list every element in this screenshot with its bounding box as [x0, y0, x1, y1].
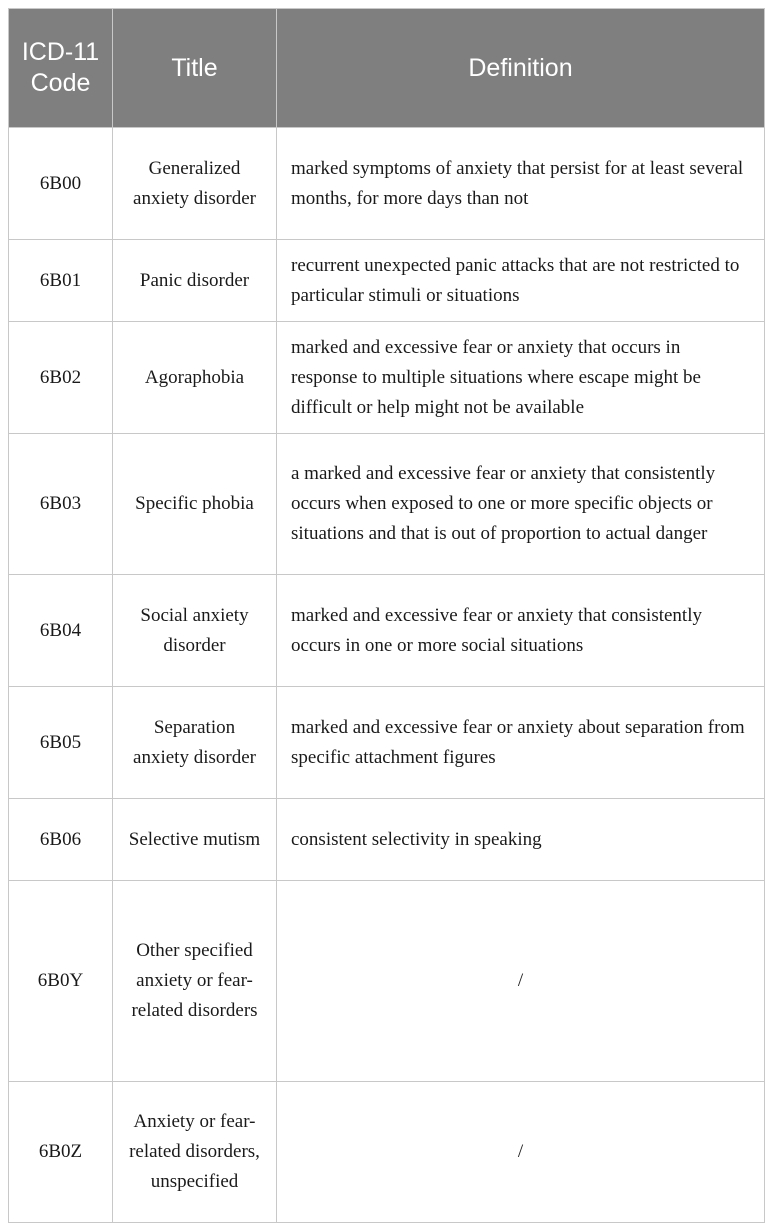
table-header-row	[9, 9, 765, 128]
title-cell: Selective mutism	[113, 799, 277, 881]
title-cell: Panic disorder	[113, 240, 277, 322]
title-cell: Other specified anxiety or fear-related disorders	[113, 881, 277, 1082]
code-cell: 6B06	[9, 799, 113, 881]
definition-cell: marked symptoms of anxiety that persist for at least several months, for more days than not	[277, 128, 765, 240]
table-row	[9, 881, 765, 1082]
title-cell: Separation anxiety disorder	[113, 687, 277, 799]
header-title: Title	[113, 9, 277, 128]
code-cell: 6B04	[9, 575, 113, 687]
code-cell: 6B03	[9, 434, 113, 575]
code-cell: 6B00	[9, 128, 113, 240]
table-row	[9, 240, 765, 322]
definition-cell: marked and excessive fear or anxiety that consistently occurs in one or more social situations	[277, 575, 765, 687]
icd-11-anxiety-table	[8, 8, 765, 1223]
definition-cell: /	[277, 881, 765, 1082]
table-row	[9, 687, 765, 799]
definition-cell: a marked and excessive fear or anxiety that consistently occurs when exposed to one or more specific objects or situations and that is out of proportion to actual danger	[277, 434, 765, 575]
title-cell: Agoraphobia	[113, 322, 277, 434]
table-row	[9, 434, 765, 575]
code-cell: 6B05	[9, 687, 113, 799]
title-cell: Anxiety or fear-related disorders, unspecified	[113, 1082, 277, 1223]
definition-cell: recurrent unexpected panic attacks that are not restricted to particular stimuli or situations	[277, 240, 765, 322]
definition-cell: /	[277, 1082, 765, 1223]
code-cell: 6B01	[9, 240, 113, 322]
code-cell: 6B0Y	[9, 881, 113, 1082]
definition-cell: consistent selectivity in speaking	[277, 799, 765, 881]
table-row	[9, 575, 765, 687]
table-row	[9, 799, 765, 881]
code-cell: 6B02	[9, 322, 113, 434]
header-icd-code: ICD-11 Code	[9, 9, 113, 128]
table-row	[9, 1082, 765, 1223]
title-cell: Specific phobia	[113, 434, 277, 575]
table-row	[9, 128, 765, 240]
table-row	[9, 322, 765, 434]
definition-cell: marked and excessive fear or anxiety about separation from specific attachment figures	[277, 687, 765, 799]
code-cell: 6B0Z	[9, 1082, 113, 1223]
title-cell: Generalized anxiety disorder	[113, 128, 277, 240]
definition-cell: marked and excessive fear or anxiety that occurs in response to multiple situations where escape might be difficult or help might not be available	[277, 322, 765, 434]
header-definition: Definition	[277, 9, 765, 128]
title-cell: Social anxiety disorder	[113, 575, 277, 687]
